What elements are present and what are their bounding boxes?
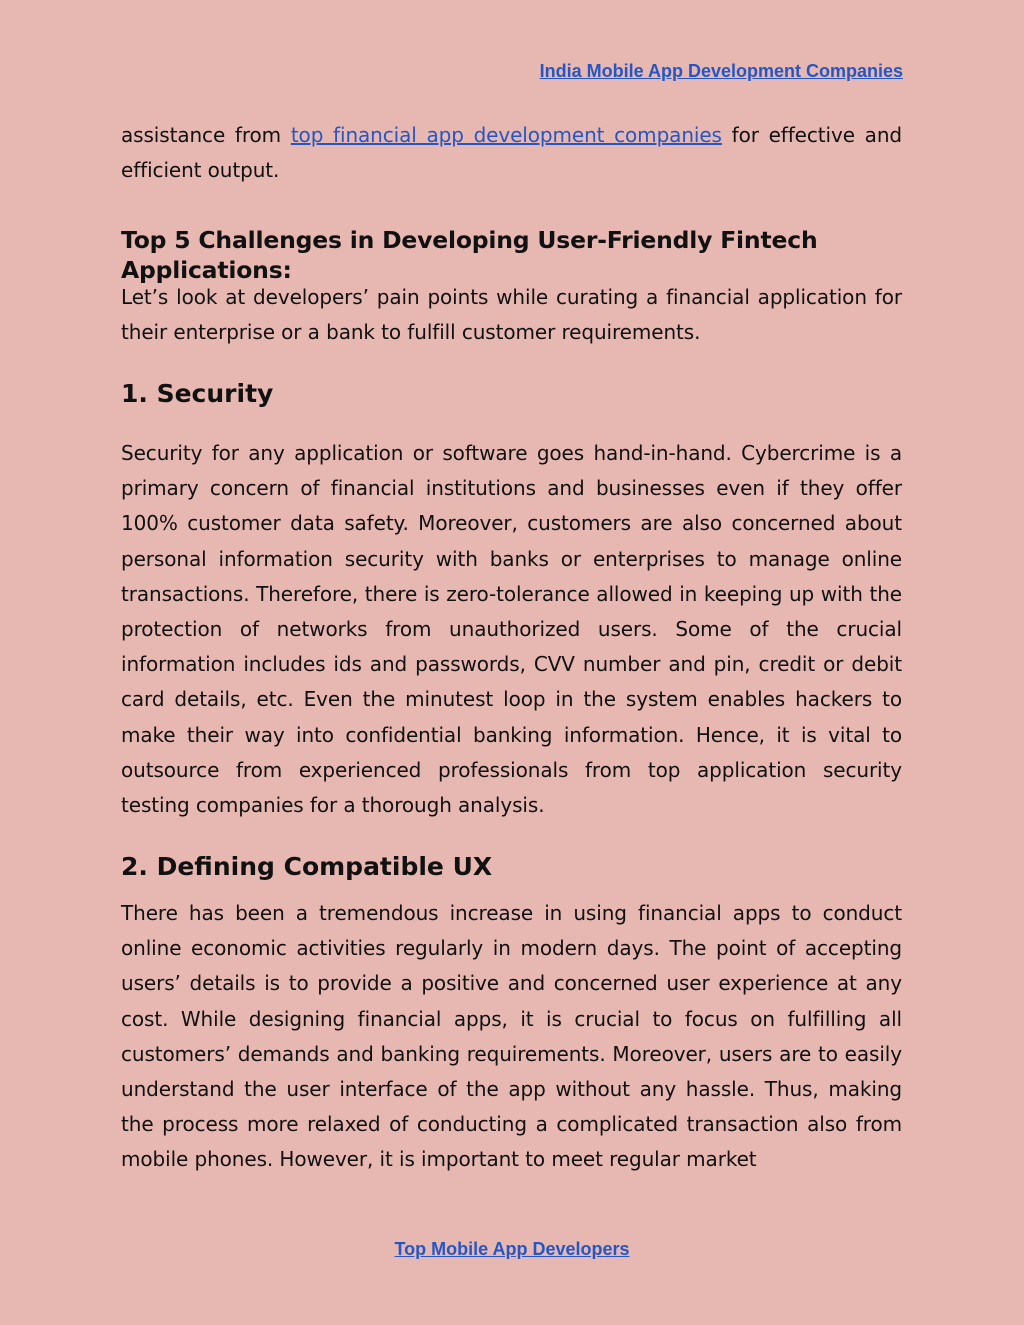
footer <box>0 1239 1024 1260</box>
main-heading: Top 5 Challenges in Developing User-Friendly Fintech Applications: <box>121 226 818 284</box>
intro-text-before: assistance from <box>121 123 291 147</box>
footer-link[interactable]: Top Mobile App Developers <box>394 1239 630 1259</box>
ux-heading: 2. Defining Compatible UX <box>121 852 493 881</box>
header-link[interactable]: India Mobile App Development Companies <box>539 61 903 81</box>
intro-paragraph <box>121 118 902 188</box>
security-heading: 1. Security <box>121 379 274 408</box>
security-paragraph: Security for any application or software goes hand-in-hand. Cybercrime is a primary concern of financial institutions and businesses even if they offer 100% customer data safety. Moreover, customers are also concerned about personal information security with banks or enterprises to manage online transactions. Therefore, there is zero-tolerance allowed in keeping up with the protection of networks from unauthorized users. Some of the crucial information includes ids and passwords, CVV number and pin, credit or debit card details, etc. Even the minutest loop in the system enables hackers to make their way into confidential banking information. Hence, it is vital to outsource from experienced professionals from top application security testing companies for a thorough analysis. <box>121 441 902 818</box>
lead-paragraph: Let’s look at developers’ pain points while curating a financial application for their enterprise or a bank to fulfill customer requirements. <box>121 285 902 345</box>
ux-paragraph: There has been a tremendous increase in using financial apps to conduct online economic activities regularly in modern days. The point of accepting users’ details is to provide a positive and concerned user experience at any cost. While designing financial apps, it is crucial to focus on fulfilling all customers’ demands and banking requirements. Moreover, users are to easily understand the user interface of the app without any hassle. Thus, making the process more relaxed of conducting a complicated transaction also from mobile phones. However, it is important to meet regular market <box>121 901 902 1172</box>
intro-text-after: for effective and efficient output. <box>121 123 903 183</box>
financial-app-companies-link[interactable]: top financial app development companies <box>290 123 722 147</box>
